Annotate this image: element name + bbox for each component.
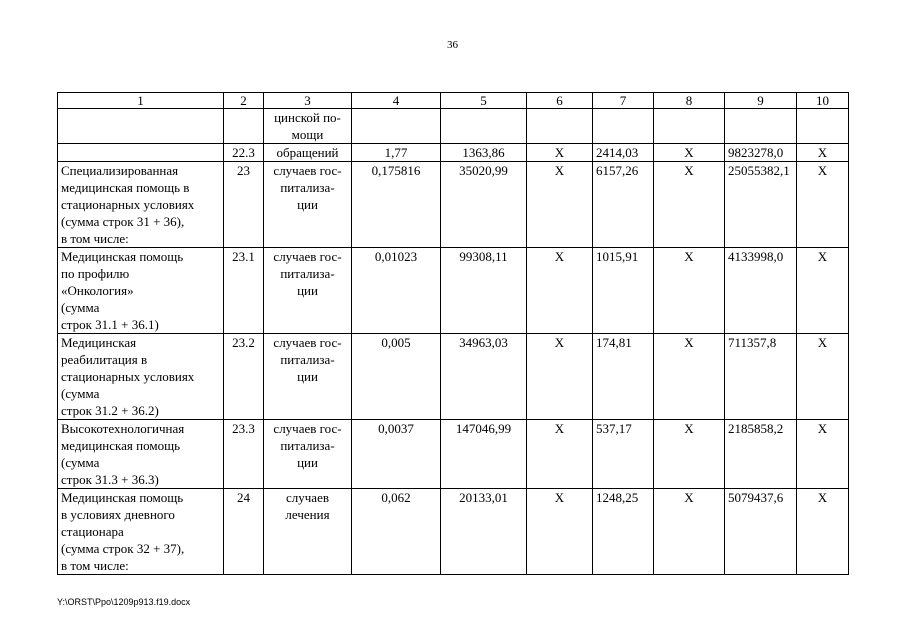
cell-col6: X — [527, 162, 593, 248]
row-name-line: Медицинская помощь — [61, 249, 184, 264]
row-name-line: строк 31.1 + 36.1) — [61, 317, 159, 332]
cell-col4: 0,0037 — [352, 420, 441, 489]
row-name-line: «Онкология» — [61, 283, 134, 298]
unit-line: питализа- — [280, 438, 335, 453]
row-name-cell — [58, 162, 224, 248]
unit-cell — [264, 420, 352, 489]
row-name-cell — [58, 420, 224, 489]
cell-col4: 0,01023 — [352, 248, 441, 334]
unit-cell — [264, 489, 352, 575]
table-body — [58, 93, 849, 575]
cell-col6: X — [527, 489, 593, 575]
cell-col9: 9823278,0 — [725, 144, 797, 162]
unit-line: случаев гос- — [273, 421, 342, 436]
row-name-line: в том числе: — [61, 231, 129, 246]
unit-line: ции — [297, 283, 318, 298]
cell-col10: X — [797, 144, 849, 162]
unit-line: случаев гос- — [273, 163, 342, 178]
cell-col10: X — [797, 489, 849, 575]
row-number-cell: 23 — [224, 162, 264, 248]
row-name-line: Специализированная — [61, 163, 179, 178]
row-number-cell: 23.3 — [224, 420, 264, 489]
cell-col4: 0,062 — [352, 489, 441, 575]
cell-col7: 1248,25 — [593, 489, 654, 575]
row-number-cell — [224, 109, 264, 144]
column-header: 8 — [654, 93, 725, 109]
table-row — [58, 248, 849, 334]
cell-col8 — [654, 109, 725, 144]
row-name-cell — [58, 144, 224, 162]
cell-col10 — [797, 109, 849, 144]
unit-line: случаев гос- — [273, 335, 342, 350]
row-name-line: Высокотехнологичная — [61, 421, 185, 436]
page-number: 36 — [447, 39, 458, 51]
row-name-line: в условиях дневного — [61, 507, 175, 522]
cell-col10: X — [797, 420, 849, 489]
cell-col5: 34963,03 — [441, 334, 527, 420]
row-name-line: медицинская помощь — [61, 438, 181, 453]
unit-line: мощи — [291, 127, 324, 142]
row-name-cell — [58, 248, 224, 334]
cell-col4: 1,77 — [352, 144, 441, 162]
column-header: 4 — [352, 93, 441, 109]
row-name-line: реабилитация в — [61, 352, 148, 367]
cell-col6 — [527, 109, 593, 144]
unit-line: цинской по- — [274, 110, 341, 125]
row-name-line: стационарных условиях — [61, 197, 195, 212]
unit-line: случаев гос- — [273, 249, 342, 264]
column-header: 6 — [527, 93, 593, 109]
row-name-line: (сумма — [61, 386, 100, 401]
table-row — [58, 489, 849, 575]
row-name-line: в том числе: — [61, 558, 129, 573]
column-header: 1 — [58, 93, 224, 109]
cell-col4: 0,005 — [352, 334, 441, 420]
row-name-cell — [58, 109, 224, 144]
header-row — [58, 93, 849, 109]
unit-cell — [264, 144, 352, 162]
cell-col10: X — [797, 248, 849, 334]
cell-col8: X — [654, 420, 725, 489]
cell-col9: 2185858,2 — [725, 420, 797, 489]
cell-col8: X — [654, 334, 725, 420]
unit-line: лечения — [285, 507, 330, 522]
cell-col7: 1015,91 — [593, 248, 654, 334]
table-row — [58, 144, 849, 162]
cell-col8: X — [654, 162, 725, 248]
row-name-line: строк 31.2 + 36.2) — [61, 403, 159, 418]
cell-col5: 20133,01 — [441, 489, 527, 575]
cell-col9: 711357,8 — [725, 334, 797, 420]
row-name-cell — [58, 489, 224, 575]
unit-line: питализа- — [280, 266, 335, 281]
row-number-cell: 22.3 — [224, 144, 264, 162]
unit-line: ции — [297, 197, 318, 212]
file-path-footer: Y:\ORST\Ppo\1209p913.f19.docx — [57, 597, 191, 607]
table-row — [58, 162, 849, 248]
row-name-line: строк 31.3 + 36.3) — [61, 472, 159, 487]
cell-col7 — [593, 109, 654, 144]
column-header: 2 — [224, 93, 264, 109]
unit-cell — [264, 109, 352, 144]
unit-line: ции — [297, 369, 318, 384]
cell-col10: X — [797, 162, 849, 248]
cell-col7: 174,81 — [593, 334, 654, 420]
row-number-cell: 23.2 — [224, 334, 264, 420]
row-name-line: (сумма — [61, 455, 100, 470]
cell-col8: X — [654, 248, 725, 334]
column-header: 9 — [725, 93, 797, 109]
cell-col10: X — [797, 334, 849, 420]
unit-line: случаев — [286, 490, 329, 505]
cell-col4 — [352, 109, 441, 144]
column-header: 10 — [797, 93, 849, 109]
row-name-line: медицинская помощь в — [61, 180, 190, 195]
row-number-cell: 23.1 — [224, 248, 264, 334]
cell-col9: 25055382,1 — [725, 162, 797, 248]
row-number-cell: 24 — [224, 489, 264, 575]
row-name-line: (сумма строк 31 + 36), — [61, 214, 185, 229]
table-row — [58, 109, 849, 144]
cell-col8: X — [654, 489, 725, 575]
unit-cell — [264, 248, 352, 334]
cell-col6: X — [527, 144, 593, 162]
column-header: 5 — [441, 93, 527, 109]
table-row — [58, 420, 849, 489]
row-name-line: (сумма — [61, 300, 100, 315]
row-name-line: стационарных условиях — [61, 369, 195, 384]
column-header: 7 — [593, 93, 654, 109]
cell-col5: 99308,11 — [441, 248, 527, 334]
unit-cell — [264, 334, 352, 420]
row-name-line: Медицинская — [61, 335, 137, 350]
cell-col4: 0,175816 — [352, 162, 441, 248]
cell-col6: X — [527, 420, 593, 489]
row-name-line: стационара — [61, 524, 124, 539]
unit-line: питализа- — [280, 352, 335, 367]
unit-line: питализа- — [280, 180, 335, 195]
cell-col7: 2414,03 — [593, 144, 654, 162]
cell-col9: 4133998,0 — [725, 248, 797, 334]
row-name-cell — [58, 334, 224, 420]
indicators-table — [57, 92, 849, 575]
row-name-line: (сумма строк 32 + 37), — [61, 541, 185, 556]
cell-col6: X — [527, 248, 593, 334]
table-row — [58, 334, 849, 420]
cell-col9: 5079437,6 — [725, 489, 797, 575]
cell-col7: 6157,26 — [593, 162, 654, 248]
cell-col8: X — [654, 144, 725, 162]
cell-col5: 35020,99 — [441, 162, 527, 248]
cell-col7: 537,17 — [593, 420, 654, 489]
cell-col5: 1363,86 — [441, 144, 527, 162]
row-name-line: Медицинская помощь — [61, 490, 184, 505]
cell-col6: X — [527, 334, 593, 420]
column-header: 3 — [264, 93, 352, 109]
cell-col5: 147046,99 — [441, 420, 527, 489]
cell-col9 — [725, 109, 797, 144]
cell-col5 — [441, 109, 527, 144]
unit-cell — [264, 162, 352, 248]
unit-line: обращений — [276, 145, 339, 160]
unit-line: ции — [297, 455, 318, 470]
row-name-line: по профилю — [61, 266, 130, 281]
